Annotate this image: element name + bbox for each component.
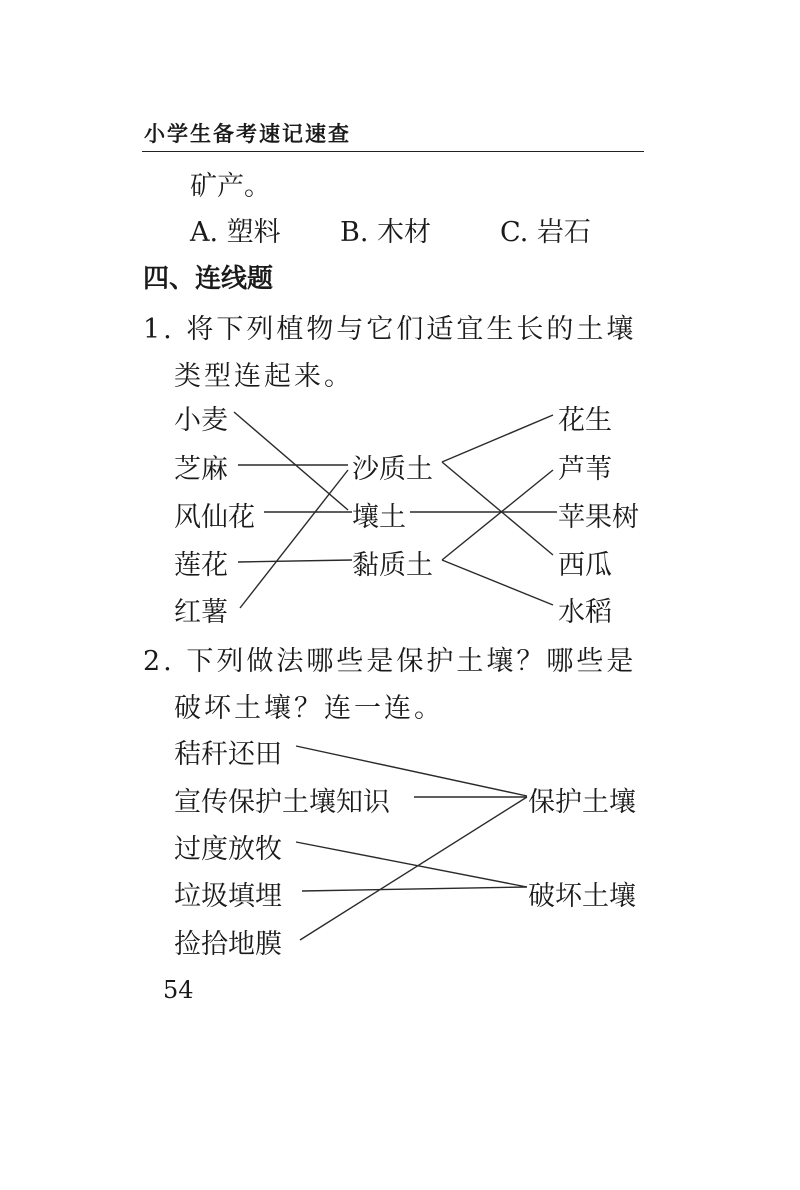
question-1-line-1: 1. 将下列植物与它们适宜生长的土壤 bbox=[143, 314, 637, 345]
crop-5: 水稻 bbox=[558, 597, 612, 628]
running-header: 小学生备考速记速查 bbox=[144, 122, 351, 146]
crop-4: 西瓜 bbox=[558, 550, 612, 581]
action-1: 秸秆还田 bbox=[174, 739, 282, 770]
action-2: 宣传保护土壤知识 bbox=[174, 787, 390, 818]
continuation-text: 矿产。 bbox=[190, 171, 271, 202]
soil-3: 黏质土 bbox=[352, 550, 433, 581]
option-a: A. 塑料 bbox=[190, 217, 281, 248]
option-b: B. 木材 bbox=[340, 217, 432, 248]
plant-4: 莲花 bbox=[174, 550, 228, 581]
question-2-line-1: 2. 下列做法哪些是保护土壤？哪些是 bbox=[143, 646, 637, 677]
action-3: 过度放牧 bbox=[174, 834, 282, 865]
question-1-line-2: 类型连起来。 bbox=[174, 361, 354, 392]
soil-1: 沙质土 bbox=[352, 454, 433, 485]
soil-2: 壤土 bbox=[352, 502, 406, 533]
crop-1: 花生 bbox=[558, 405, 612, 436]
page-number: 54 bbox=[163, 976, 194, 1004]
action-5: 捡拾地膜 bbox=[174, 929, 282, 960]
crop-2: 芦苇 bbox=[558, 454, 612, 485]
option-c: C. 岩石 bbox=[500, 217, 591, 248]
plant-1: 小麦 bbox=[174, 405, 228, 436]
question-2-line-2: 破坏土壤？连一连。 bbox=[174, 693, 444, 724]
action-4: 垃圾填埋 bbox=[174, 881, 282, 912]
plant-3: 风仙花 bbox=[174, 502, 255, 533]
target-protect: 保护土壤 bbox=[528, 787, 636, 818]
crop-3: 苹果树 bbox=[558, 502, 639, 533]
plant-5: 红薯 bbox=[174, 597, 228, 628]
section-title: 四、连线题 bbox=[143, 264, 274, 294]
plant-2: 芝麻 bbox=[174, 454, 228, 485]
target-damage: 破坏土壤 bbox=[528, 881, 636, 912]
